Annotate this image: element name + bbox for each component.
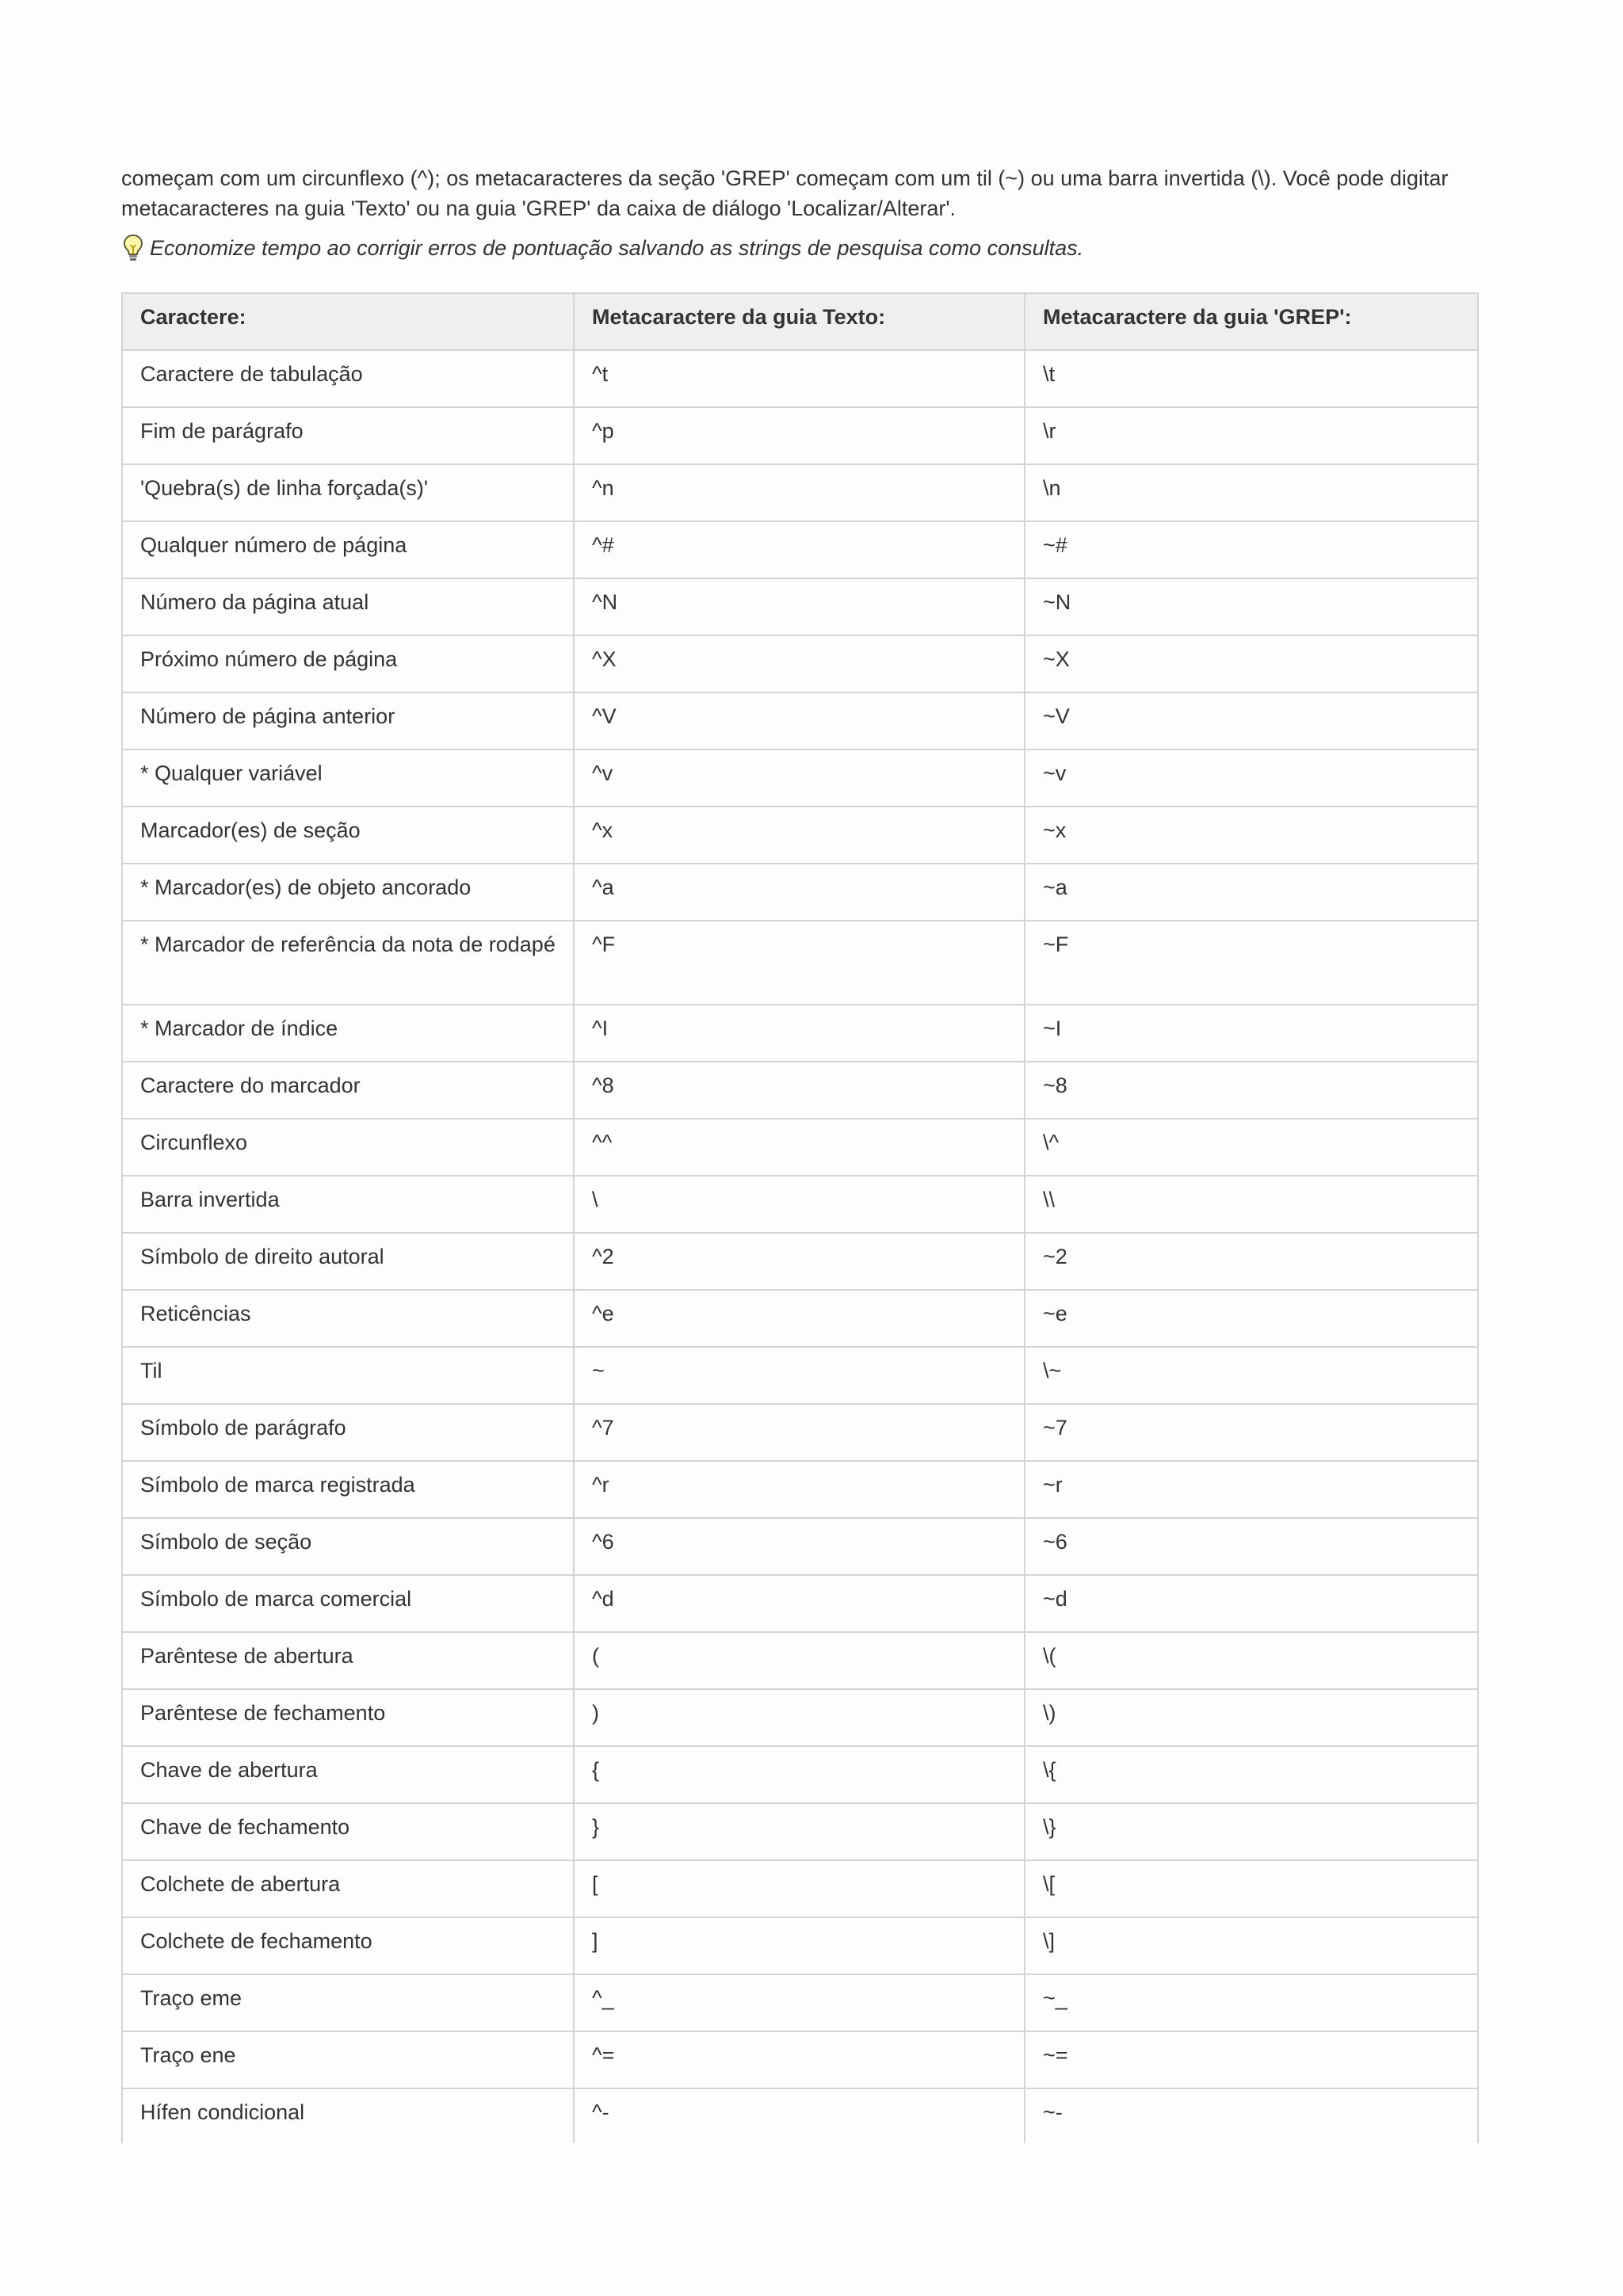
cell-text-meta: \ — [574, 1176, 1025, 1233]
cell-grep-meta: ~N — [1025, 578, 1478, 635]
intro-paragraph: começam com um circunflexo (^); os metacaracteres da seção 'GREP' começam com um til (~) ou uma barra invertida (\). Você pode digitar metacaracteres na guia 'Texto' ou na guia 'GREP' da caixa de diálogo 'Localizar/Alterar'. — [121, 166, 1449, 220]
table-row — [122, 407, 1478, 464]
table-row — [122, 1347, 1478, 1404]
header-character: Caractere: — [122, 293, 574, 350]
table-row — [122, 749, 1478, 807]
cell-grep-meta: ~V — [1025, 692, 1478, 749]
cell-text-meta: ^# — [574, 521, 1025, 578]
table-row — [122, 1233, 1478, 1290]
cell-grep-meta: \) — [1025, 1689, 1478, 1746]
table-row — [122, 2088, 1478, 2143]
table-row — [122, 1062, 1478, 1119]
cell-character: Símbolo de marca comercial — [122, 1575, 574, 1632]
cell-text-meta: ^X — [574, 635, 1025, 692]
document-page — [121, 163, 1500, 2124]
cell-character: Número de página anterior — [122, 692, 574, 749]
cell-character: Chave de fechamento — [122, 1803, 574, 1860]
cell-grep-meta: ~= — [1025, 2031, 1478, 2088]
cell-character: Símbolo de parágrafo — [122, 1404, 574, 1461]
cell-grep-meta: ~_ — [1025, 1974, 1478, 2031]
cell-grep-meta: \t — [1025, 350, 1478, 407]
table-row — [122, 1404, 1478, 1461]
cell-text-meta: ^N — [574, 578, 1025, 635]
cell-grep-meta: \( — [1025, 1632, 1478, 1689]
cell-text-meta: ^= — [574, 2031, 1025, 2088]
table-row — [122, 1689, 1478, 1746]
cell-text-meta: ^v — [574, 749, 1025, 807]
cell-character: Símbolo de marca registrada — [122, 1461, 574, 1518]
cell-grep-meta: ~e — [1025, 1290, 1478, 1347]
cell-text-meta: ^- — [574, 2088, 1025, 2143]
table-row — [122, 807, 1478, 864]
cell-grep-meta: ~- — [1025, 2088, 1478, 2143]
cell-character: * Marcador de referência da nota de rodapé — [122, 921, 574, 1005]
cell-grep-meta: ~F — [1025, 921, 1478, 1005]
cell-grep-meta: \[ — [1025, 1860, 1478, 1917]
table-row — [122, 1005, 1478, 1062]
cell-character: 'Quebra(s) de linha forçada(s)' — [122, 464, 574, 521]
table-row — [122, 1974, 1478, 2031]
table-row — [122, 635, 1478, 692]
cell-character: Caractere de tabulação — [122, 350, 574, 407]
cell-text-meta: ~ — [574, 1347, 1025, 1404]
cell-grep-meta: ~x — [1025, 807, 1478, 864]
tip-text: Economize tempo ao corrigir erros de pontuação salvando as strings de pesquisa como consultas. — [150, 236, 1084, 260]
cell-character: Chave de abertura — [122, 1746, 574, 1803]
table-row — [122, 1917, 1478, 1974]
table-row — [122, 1746, 1478, 1803]
table-row — [122, 864, 1478, 921]
cell-grep-meta: \~ — [1025, 1347, 1478, 1404]
cell-text-meta: ^a — [574, 864, 1025, 921]
cell-character: Fim de parágrafo — [122, 407, 574, 464]
cell-text-meta: ^6 — [574, 1518, 1025, 1575]
cell-text-meta: ] — [574, 1917, 1025, 1974]
cell-grep-meta: ~7 — [1025, 1404, 1478, 1461]
cell-text-meta: ^2 — [574, 1233, 1025, 1290]
table-row — [122, 1518, 1478, 1575]
cell-grep-meta: ~r — [1025, 1461, 1478, 1518]
cell-text-meta: ^n — [574, 464, 1025, 521]
cell-character: Hífen condicional — [122, 2088, 574, 2143]
cell-text-meta: ^r — [574, 1461, 1025, 1518]
cell-text-meta: ^x — [574, 807, 1025, 864]
cell-text-meta: ^F — [574, 921, 1025, 1005]
table-row — [122, 1803, 1478, 1860]
cell-grep-meta: ~2 — [1025, 1233, 1478, 1290]
cell-character: Marcador(es) de seção — [122, 807, 574, 864]
cell-character: Caractere do marcador — [122, 1062, 574, 1119]
table-header-row — [122, 293, 1478, 350]
cell-character: Colchete de fechamento — [122, 1917, 574, 1974]
cell-character: Til — [122, 1347, 574, 1404]
cell-grep-meta: \n — [1025, 464, 1478, 521]
table-row — [122, 921, 1478, 1005]
cell-text-meta: ) — [574, 1689, 1025, 1746]
table-row — [122, 1119, 1478, 1176]
cell-grep-meta: ~v — [1025, 749, 1478, 807]
cell-character: Parêntese de fechamento — [122, 1689, 574, 1746]
table-row — [122, 2031, 1478, 2088]
header-text-metacharacter: Metacaractere da guia Texto: — [574, 293, 1025, 350]
cell-character: Barra invertida — [122, 1176, 574, 1233]
header-grep-metacharacter: Metacaractere da guia 'GREP': — [1025, 293, 1478, 350]
cell-character: Parêntese de abertura — [122, 1632, 574, 1689]
cell-character: Número da página atual — [122, 578, 574, 635]
cell-character: * Marcador de índice — [122, 1005, 574, 1062]
lightbulb-icon — [121, 233, 145, 263]
table-row — [122, 692, 1478, 749]
cell-character: * Marcador(es) de objeto ancorado — [122, 864, 574, 921]
cell-text-meta: ^I — [574, 1005, 1025, 1062]
cell-text-meta: ^8 — [574, 1062, 1025, 1119]
table-row — [122, 1575, 1478, 1632]
cell-text-meta: [ — [574, 1860, 1025, 1917]
cell-character: * Qualquer variável — [122, 749, 574, 807]
cell-text-meta: ^V — [574, 692, 1025, 749]
cell-character: Colchete de abertura — [122, 1860, 574, 1917]
table-row — [122, 1461, 1478, 1518]
table-row — [122, 350, 1478, 407]
cell-text-meta: } — [574, 1803, 1025, 1860]
table-row — [122, 578, 1478, 635]
cell-grep-meta: \\ — [1025, 1176, 1478, 1233]
cell-text-meta: ^_ — [574, 1974, 1025, 2031]
cell-grep-meta: ~8 — [1025, 1062, 1478, 1119]
tip-note — [121, 233, 1500, 263]
cell-character: Símbolo de seção — [122, 1518, 574, 1575]
cell-character: Traço ene — [122, 2031, 574, 2088]
cell-character: Reticências — [122, 1290, 574, 1347]
cell-grep-meta: \} — [1025, 1803, 1478, 1860]
cell-character: Qualquer número de página — [122, 521, 574, 578]
cell-grep-meta: ~# — [1025, 521, 1478, 578]
table-body — [122, 350, 1478, 2143]
table-row — [122, 1860, 1478, 1917]
cell-character: Circunflexo — [122, 1119, 574, 1176]
cell-grep-meta: ~I — [1025, 1005, 1478, 1062]
cell-text-meta: ^7 — [574, 1404, 1025, 1461]
cell-text-meta: ^p — [574, 407, 1025, 464]
table-row — [122, 464, 1478, 521]
cell-character: Símbolo de direito autoral — [122, 1233, 574, 1290]
cell-text-meta: ^t — [574, 350, 1025, 407]
cell-grep-meta: \^ — [1025, 1119, 1478, 1176]
cell-grep-meta: ~d — [1025, 1575, 1478, 1632]
cell-grep-meta: ~6 — [1025, 1518, 1478, 1575]
table-row — [122, 1176, 1478, 1233]
cell-character: Próximo número de página — [122, 635, 574, 692]
cell-grep-meta: \{ — [1025, 1746, 1478, 1803]
cell-text-meta: ^d — [574, 1575, 1025, 1632]
cell-text-meta: ( — [574, 1632, 1025, 1689]
cell-grep-meta: \] — [1025, 1917, 1478, 1974]
metacharacter-table — [121, 292, 1479, 2143]
cell-text-meta: ^e — [574, 1290, 1025, 1347]
cell-grep-meta: \r — [1025, 407, 1478, 464]
cell-character: Traço eme — [122, 1974, 574, 2031]
cell-text-meta: { — [574, 1746, 1025, 1803]
cell-grep-meta: ~a — [1025, 864, 1478, 921]
cell-grep-meta: ~X — [1025, 635, 1478, 692]
table-row — [122, 1290, 1478, 1347]
table-row — [122, 1632, 1478, 1689]
cell-text-meta: ^^ — [574, 1119, 1025, 1176]
table-row — [122, 521, 1478, 578]
